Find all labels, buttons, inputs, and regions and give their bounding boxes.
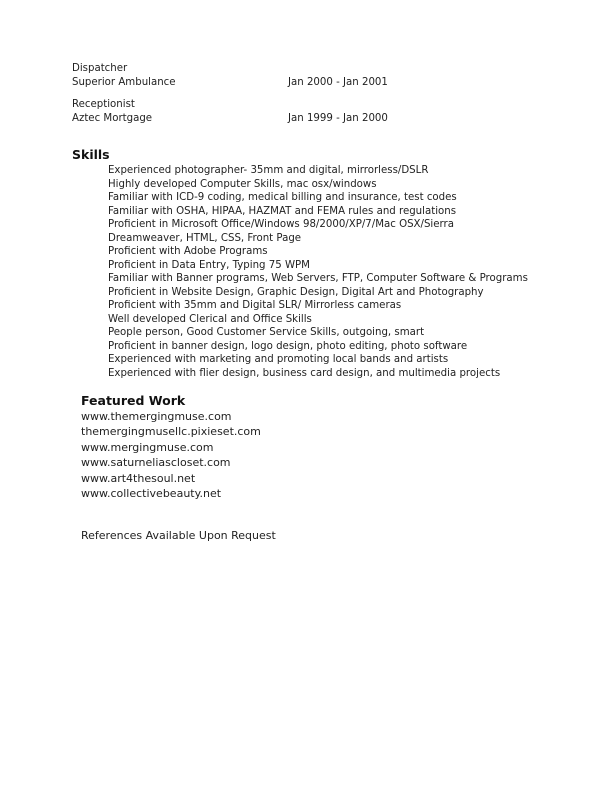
skill-item: Experienced with flier design, business card design, and multimedia projects — [108, 367, 501, 379]
skill-item: Well developed Clerical and Office Skills — [108, 313, 312, 325]
skill-item: Proficient with Adobe Programs — [108, 246, 268, 257]
skill-item: Dreamweaver, HTML, CSS, Front Page — [108, 232, 302, 244]
job-company: Aztec Mortgage — [72, 112, 153, 124]
job-entry-dispatcher — [72, 62, 532, 89]
job-entry-receptionist — [72, 98, 532, 125]
featured-link[interactable]: www.art4thesoul.net — [81, 471, 196, 485]
skills-heading: Skills — [72, 147, 110, 162]
references-note: References Available Upon Request — [81, 529, 276, 542]
skill-item: Proficient in Website Design, Graphic Design, Digital Art and Photography — [108, 286, 484, 298]
skill-item: Proficient in Data Entry, Typing 75 WPM — [108, 259, 310, 271]
featured-link[interactable]: www.saturneliascloset.com — [81, 456, 231, 470]
skill-item: Familiar with OSHA, HIPAA, HAZMAT and FEMA rules and regulations — [108, 205, 457, 217]
job-title: Dispatcher — [72, 63, 128, 74]
skill-item: People person, Good Customer Service Skills, outgoing, smart — [108, 327, 425, 338]
skill-item: Experienced photographer- 35mm and digital, mirrorless/DSLR — [108, 165, 429, 176]
job-dates: Jan 2000 - Jan 2001 — [288, 76, 388, 88]
job-row — [72, 76, 532, 90]
skill-item: Familiar with Banner programs, Web Servers, FTP, Computer Software & Programs — [108, 273, 528, 284]
skill-item: Familiar with ICD-9 coding, medical billing and insurance, test codes — [108, 192, 457, 203]
featured-link[interactable]: www.collectivebeauty.net — [81, 487, 222, 501]
job-company: Superior Ambulance — [72, 76, 176, 88]
featured-work-heading: Featured Work — [81, 393, 186, 408]
job-title: Receptionist — [72, 99, 135, 110]
job-dates: Jan 1999 - Jan 2000 — [288, 112, 388, 124]
skills-list — [108, 164, 578, 380]
featured-link[interactable]: www.themergingmuse.com — [81, 410, 232, 423]
skill-item: Proficient in banner design, logo design, photo editing, photo software — [108, 340, 468, 352]
skill-item: Proficient in Microsoft Office/Windows 98/2000/XP/7/Mac OSX/Sierra — [108, 219, 454, 230]
job-row — [72, 112, 532, 126]
featured-link[interactable]: themergingmusellc.pixieset.com — [81, 425, 261, 439]
skill-item: Highly developed Computer Skills, mac osx/windows — [108, 178, 377, 190]
featured-work-list — [81, 409, 381, 501]
skill-item: Proficient with 35mm and Digital SLR/ Mirrorless cameras — [108, 300, 402, 311]
featured-link[interactable]: www.mergingmuse.com — [81, 440, 214, 454]
skill-item: Experienced with marketing and promoting local bands and artists — [108, 354, 449, 365]
